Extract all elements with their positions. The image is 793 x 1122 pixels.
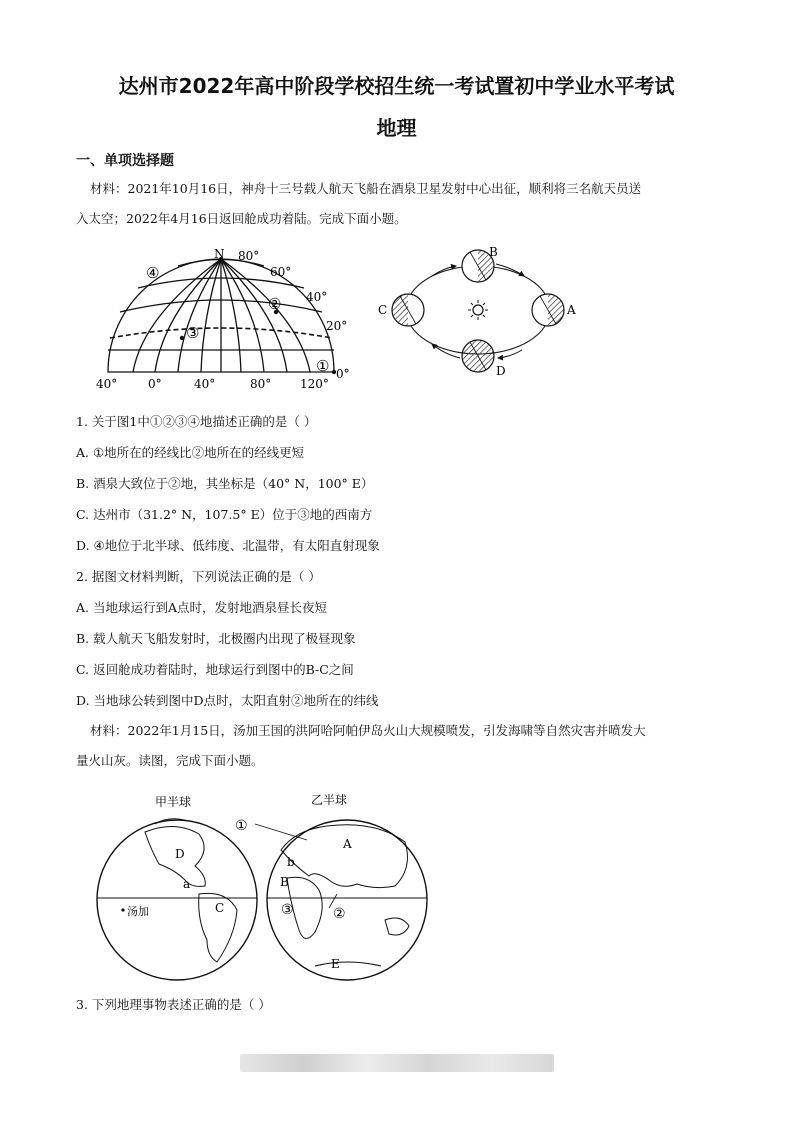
material-2-line2: 量火山灰。读图，完成下面小题。 (76, 753, 264, 768)
point-marker: ② (268, 295, 282, 313)
material-2-line1: 材料：2022年1月15日，汤加王国的洪阿哈阿帕伊岛火山大规模喷发，引发海啸等自然灾害并喷发大 (90, 723, 646, 738)
sun-icon (468, 300, 488, 320)
map-label: B (280, 875, 289, 889)
position-label: A (567, 303, 576, 317)
position-label: D (496, 364, 506, 378)
question-3-stem: 3. 下列地理事物表述正确的是（ ） (76, 997, 271, 1012)
footer-watermark (240, 1054, 554, 1072)
question-2-option-d[interactable]: D. 当地球公转到图中D点时，太阳直射②地所在的纬线 (76, 693, 379, 708)
question-1-option-c[interactable]: C. 达州市（31.2° N，107.5° E）位于③地的西南方 (76, 507, 373, 522)
figure-graticule (90, 246, 350, 392)
lon-label: 120° (300, 377, 329, 391)
point-marker: ④ (146, 264, 160, 282)
question-1-stem: 1. 关于图1中①②③④地描述正确的是（ ） (76, 414, 317, 429)
lat-label: 20° (326, 319, 348, 333)
material-1 (76, 174, 722, 234)
earth-position-a (532, 294, 564, 326)
earth-position-d (462, 340, 494, 372)
point-marker: ③ (186, 324, 200, 342)
lat-label: 60° (270, 265, 292, 279)
subject-title: 地理 (376, 116, 417, 140)
question-1-option-d[interactable]: D. ④地位于北半球、低纬度、北温带，有太阳直射现象 (76, 538, 380, 553)
map-label: A (343, 837, 352, 851)
question-2-option-c[interactable]: C. 返回舱成功着陆时，地球运行到图中的B-C之间 (76, 662, 354, 677)
hemisphere-title: 乙半球 (311, 793, 348, 807)
question-1-option-b[interactable]: B. 酒泉大致位于②地，其坐标是（40° N，100° E） (76, 476, 374, 491)
point-marker: ① (316, 357, 330, 375)
material-2 (76, 716, 722, 776)
figure-orbit (372, 246, 582, 382)
lon-label: 40° (194, 377, 216, 391)
map-label: 汤加 (127, 905, 149, 918)
hemisphere-right (255, 820, 427, 980)
lon-label: 0° (148, 377, 162, 391)
map-label: ① (235, 818, 248, 834)
position-label: B (489, 245, 498, 259)
material-1-line2: 入太空；2022年4月16日返回舱成功着陆。完成下面小题。 (76, 211, 407, 226)
position-label: C (378, 303, 388, 317)
question-1-option-a[interactable]: A. ①地所在的经线比②地所在的经线更短 (76, 445, 305, 460)
lon-label: 80° (250, 377, 272, 391)
question-2-option-b[interactable]: B. 载人航天飞船发射时，北极圈内出现了极昼现象 (76, 631, 356, 646)
map-label: D (175, 847, 185, 861)
map-label: E (331, 957, 340, 971)
map-label: ③ (281, 902, 294, 918)
lon-label: 40° (96, 377, 118, 391)
earth-position-c (392, 294, 424, 326)
material-1-line1: 材料：2021年10月16日，神舟十三号载人航天飞船在酒泉卫星发射中心出征，顺利将三名航天员送 (90, 181, 642, 196)
figure-hemispheres (95, 790, 435, 986)
lat-label: 80° (238, 249, 260, 263)
lat-label: 0° (336, 367, 350, 381)
hemisphere-title: 甲半球 (155, 795, 192, 809)
map-label: a (183, 877, 191, 891)
exam-title: 达州市2022年高中阶段学校招生统一考试置初中学业水平考试 (118, 74, 675, 98)
map-label: b (287, 855, 295, 869)
lat-label: 40° (306, 290, 328, 304)
map-label: C (215, 901, 225, 915)
north-label: N (214, 247, 225, 261)
question-2-option-a[interactable]: A. 当地球运行到A点时，发射地酒泉昼长夜短 (76, 600, 328, 615)
hemisphere-left (97, 819, 257, 980)
question-2-stem: 2. 据图文材料判断，下列说法正确的是（ ） (76, 569, 321, 584)
map-label: ② (333, 906, 346, 922)
section-heading: 一、单项选择题 (76, 153, 174, 169)
